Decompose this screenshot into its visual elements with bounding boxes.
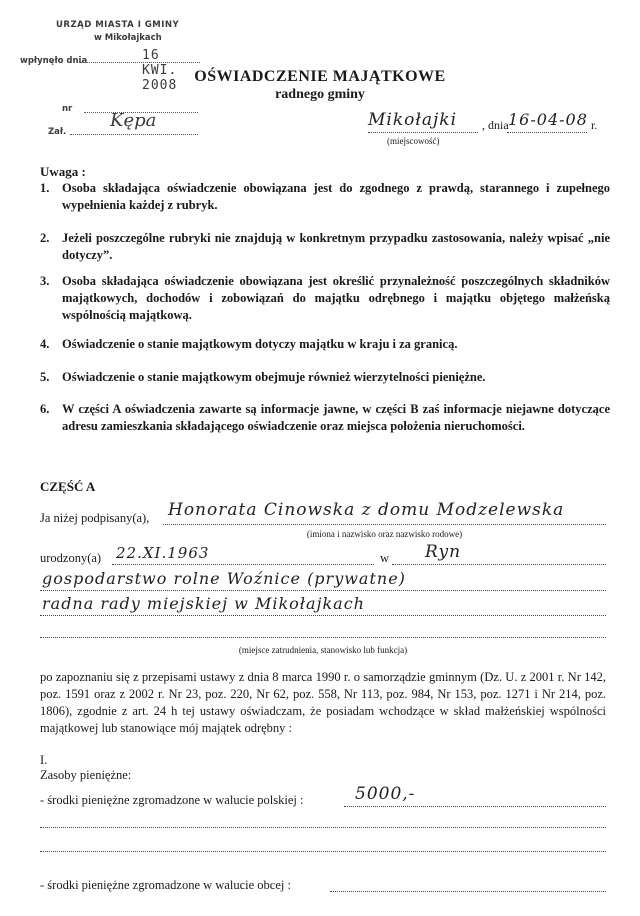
legal-paragraph: po zapoznaniu się z przepisami ustawy z dnia 8 marca 1990 r. o samorządzie gminnym (Dz. U. z 2001 r. Nr 142, poz. 1591 oraz z 2002 r. Nr 23, poz. 220, Nr 62, poz. 558, Nr 113, poz. 984, Nr 153, poz. 1271 i Nr 214, poz. 1806), zgodnie z art. 24 h tej ustawy oświadczam, że posiadam wchodzące w skład małżeńskiej wspólności majątkowej lub stanowiące mój majątek odrębny : — [40, 670, 606, 735]
signer-name: Honorata Cinowska z domu Modzelewska — [168, 500, 565, 520]
note-item — [40, 401, 610, 435]
note-item — [40, 230, 610, 264]
part-a-heading: CZĘŚĆ A — [40, 479, 96, 494]
note-number: 2. — [40, 231, 50, 245]
note-text: Osoba składająca oświadczenie obowiązana jest określić przynależność poszczególnych składników majątkowych, dochodów i zobowiązań do majątku odrębnego i majątku objętego małżeńską wspólnością majątkową. — [62, 274, 610, 322]
note-text: Jeżeli poszczególne rubryki nie znajdują w konkretnym przypadku zastosowania, należy wpisać „nie dotyczy”. — [62, 231, 610, 262]
place-line — [368, 132, 478, 133]
signer-caption: (imiona i nazwisko oraz nazwisko rodowe) — [306, 529, 463, 539]
note-number: 1. — [40, 181, 50, 195]
stamp-office-town: w Mikołajkach — [94, 33, 162, 43]
note-item — [40, 180, 610, 214]
note-number: 3. — [40, 274, 50, 288]
job-text-2: radna rady miejskiej w Mikołajkach — [42, 594, 365, 613]
date-value: 16-04-08 — [508, 110, 588, 129]
stamp-signature: Kępa — [110, 110, 157, 131]
place-value: Mikołajki — [368, 110, 458, 130]
stamp-nr-label: nr — [62, 104, 73, 114]
note-text: Oświadczenie o stanie majątkowym obejmuje również wierzytelności pieniężne. — [62, 370, 486, 384]
stamp-office-name: URZĄD MIASTA I GMINY — [56, 20, 180, 30]
signer-line — [163, 524, 606, 525]
foreign-funds-label: - środki pieniężne zgromadzone w walucie obcej : — [40, 878, 291, 892]
date-label: , dnia — [482, 118, 509, 132]
job-line-1 — [40, 590, 606, 591]
stamp-received-label: wpłynęło dnia — [20, 56, 88, 66]
born-in-label: w — [380, 551, 390, 565]
note-number: 5. — [40, 370, 50, 384]
document-subtitle: radnego gminy — [275, 87, 365, 102]
place-caption: (miejscowość) — [387, 136, 440, 146]
document-title: OŚWIADCZENIE MAJĄTKOWE — [194, 68, 446, 85]
born-date: 22.XI.1963 — [116, 544, 210, 562]
job-text-1: gospodarstwo rolne Woźnice (prywatne) — [42, 569, 406, 588]
pln-funds-extra-line-1 — [40, 827, 606, 828]
pln-funds-label: - środki pieniężne zgromadzone w walucie polskiej : — [40, 793, 304, 807]
date-line — [507, 132, 587, 133]
foreign-funds-line — [330, 891, 606, 892]
section-number: I. — [40, 753, 48, 767]
job-line-2 — [40, 615, 606, 616]
note-item — [40, 336, 610, 353]
note-text: W części A oświadczenia zawarte są informacje jawne, w części B zaś informacje niejawne dotyczące adresu zamieszkania składającego oświadczenie oraz miejsca położenia nieruchomości. — [62, 402, 610, 433]
born-label: urodzony(a) — [40, 551, 102, 565]
note-number: 6. — [40, 402, 50, 416]
stamp-zal-line — [70, 134, 198, 135]
year-suffix: r. — [591, 118, 598, 132]
job-caption: (miejsce zatrudnienia, stanowisko lub funkcja) — [238, 645, 408, 655]
born-date-line — [112, 564, 374, 565]
pln-funds-extra-line-2 — [40, 851, 606, 852]
pln-funds-line — [344, 806, 606, 807]
pln-funds-value: 5000,- — [355, 784, 416, 804]
stamp-received-date: 16 KWI. 2008 — [142, 48, 178, 93]
born-place-line — [392, 564, 606, 565]
signer-label: Ja niżej podpisany(a), — [40, 511, 150, 525]
note-text: Osoba składająca oświadczenie obowiązana jest do zgodnego z prawdą, starannego i zupełnego wypełnienia każdej z rubryk. — [62, 181, 610, 212]
job-line-3 — [40, 637, 606, 638]
note-item — [40, 369, 610, 386]
section-heading: Zasoby pieniężne: — [40, 768, 132, 782]
note-text: Oświadczenie o stanie majątkowym dotyczy majątku w kraju i za granicą. — [62, 337, 458, 351]
born-place: Ryn — [425, 542, 462, 562]
notes-heading: Uwaga : — [40, 164, 86, 179]
note-number: 4. — [40, 337, 50, 351]
note-item — [40, 273, 610, 324]
stamp-zal-label: Zał. — [48, 127, 67, 137]
